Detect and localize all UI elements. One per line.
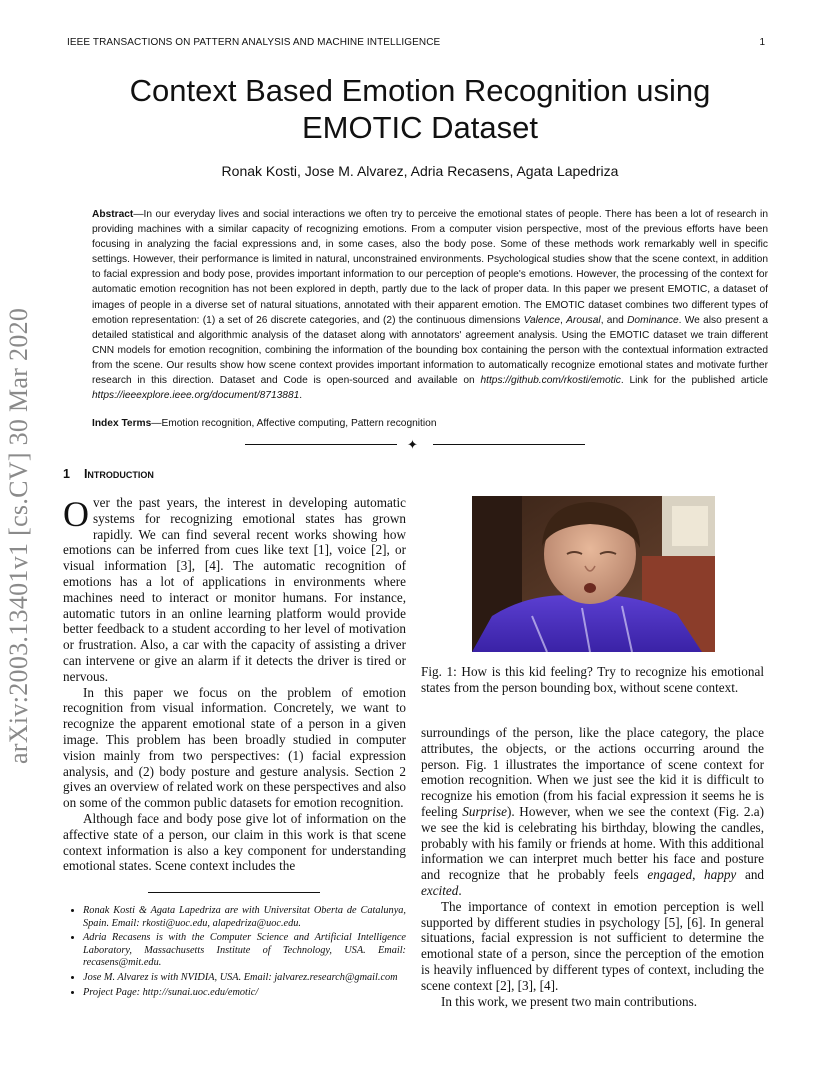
abstract-sep: ,	[560, 314, 567, 326]
paper-title: Context Based Emotion Recognition using EMOTIC Dataset	[129, 73, 711, 145]
footnote-item: • Project Page: http://sunai.uoc.edu/emotic/	[83, 987, 406, 1000]
paragraph-text: .	[458, 882, 462, 898]
divider-line	[433, 444, 585, 445]
abstract-text: . We also present a detailed statistical and algorithmic analysis of the dataset along with annotators' agreement analysis. Using the EMOTIC dataset we train different CNN models for emotion recognition, combining the information of the bounding box containing the person with the contextual information extracted from the scene. Our results show how scene context provides important information to automatically recognize emotional states and motivate further research in this direction. Dataset and Code is open-sourced and available on	[92, 314, 768, 387]
paragraph-text: ,	[692, 867, 705, 883]
abstract-label: Abstract	[92, 209, 134, 220]
abstract	[92, 207, 768, 403]
paragraph: In this work, we present two main contributions.	[441, 993, 698, 1009]
paragraph-text: and	[736, 867, 765, 883]
arxiv-stamp: arXiv:2003.13401v1 [cs.CV] 30 Mar 2020	[4, 307, 33, 764]
index-terms-text: —Emotion recognition, Affective computing, Pattern recognition	[151, 418, 437, 429]
footnote-item: • Ronak Kosti & Agata Lapedriza are with Universitat Oberta de Catalunya, Spain. Email: rkosti@uoc.edu, alapedriza@uoc.edu.	[83, 905, 406, 930]
footnotes	[63, 905, 406, 1001]
author-list: Ronak Kosti, Jose M. Alvarez, Adria Recasens, Agata Lapedriza	[221, 163, 619, 179]
running-head: IEEE TRANSACTIONS ON PATTERN ANALYSIS AND MACHINE INTELLIGENCE	[67, 37, 441, 48]
paragraph	[421, 725, 764, 899]
section-title: Introduction	[83, 467, 154, 481]
github-link[interactable]: https://github.com/rkosti/emotic	[480, 375, 621, 387]
emotion-term-excited: excited	[421, 882, 459, 898]
emotion-term-surprise: Surprise	[462, 803, 507, 819]
section-number: 1	[63, 467, 70, 481]
section-divider	[245, 437, 585, 453]
paragraph: Although face and body pose give lot of information on the affective state of a person, our claim in this work is that scene context information is also a key component for understanding emotional states. Scene context includes the	[63, 810, 406, 874]
page-number: 1	[759, 37, 765, 48]
abstract-text: .	[299, 390, 303, 402]
figure-photo	[472, 496, 715, 652]
drop-cap: O	[63, 494, 89, 534]
figure-caption: Fig. 1: How is this kid feeling? Try to recognize his emotional states from the person bounding box, without scene context.	[421, 664, 764, 695]
abstract-term-dominance: Dominance	[627, 314, 679, 326]
paragraph	[63, 495, 406, 685]
footnote-rule	[148, 892, 320, 893]
right-column	[421, 725, 764, 1009]
ieee-link[interactable]: https://ieeexplore.ieee.org/document/8713881	[92, 390, 300, 402]
paragraph-text: ). However, when we see the context (Fig. 2.a) we see the kid is celebrating his birthday, blowing the candles, probably with his family or friends at home. With this additional information we can interpret much better his face and posture and recognize that he probably feels	[421, 803, 764, 883]
left-column	[63, 495, 406, 874]
section-heading	[63, 467, 154, 481]
abstract-term-arousal: Arousal	[566, 314, 601, 326]
divider-line	[245, 444, 397, 445]
index-terms	[92, 418, 768, 429]
paragraph-text: ver the past years, the interest in developing automatic systems for recognizing emotional states has grown rapidly. We can find several recent works showing how emotions can be inferred from cues like text [1], voice [2], or visual information [3], [4]. The automatic recognition of emotions has a lot of applications in environments where machines need to interact or monitor humans. For instance, automatic tutors in an online learning platform would provide better feedback to a student according to her level of motivation or frustration. Also, a car with the capacity of assisting a driver can intervene or give an alarm if it detects the driver is tired or nervous.	[63, 495, 406, 684]
footnote-item: • Jose M. Alvarez is with NVIDIA, USA. Email: jalvarez.research@gmail.com	[83, 972, 406, 985]
paragraph-text: surroundings of the person, like the place category, the place attributes, the objects, or the actions occurring around the person. Fig. 1 illustrates the importance of scene context for emotion recognition. When we just see the kid it is difficult to recognize his emotion (from his facial expression it seems he is feeling	[421, 725, 764, 819]
paragraph: The importance of context in emotion perception is well supported by different studies in psychology [5], [6]. In general situations, facial expression is not sufficient to determine the emotional state of a person, since the perception of the emotion is heavily influenced by different types of context, including the scene context [2], [3], [4].	[421, 898, 764, 993]
index-terms-label: Index Terms	[92, 418, 152, 429]
abstract-term-valence: Valence	[523, 314, 561, 326]
diamond-icon: ✦	[407, 437, 418, 452]
kid-photo-image	[472, 496, 715, 652]
emotion-term-happy: happy	[704, 867, 737, 883]
paragraph: In this paper we focus on the problem of emotion recognition from visual information. Concretely, we want to recognize the apparent emotional state of a person in a given image. This problem has been broadly studied in computer vision mainly from two perspectives: (1) facial expression analysis, and (2) body posture and gesture analysis. Section 2 gives an overview of related work on these perspectives and also on some of the common public datasets for emotion recognition.	[63, 684, 406, 811]
emotion-term-engaged: engaged	[647, 867, 693, 883]
abstract-text: —In our everyday lives and social interactions we often try to perceive the emotional states of people. There has been a lot of research in providing machines with a similar capacity of recognizing emotions. From a computer vision perspective, most of the previous efforts have been focusing in analyzing the facial expressions and, in some cases, also the body pose. Some of these methods work remarkably well in specific settings. However, their performance is limited in natural, unconstrained environments. Psychological studies show that the scene context, in addition to facial expression and body pose, provides important information to our perception of people's emotions. However, the processing of the context for automatic emotion recognition has not been explored in depth, partly due to the lack of proper data. In this paper we present EMOTIC, a dataset of images of people in a diverse set of natural situations, annotated with their apparent emotion. The EMOTIC dataset combines two different types of emotion representation: (1) a set of 26 discrete categories, and (2) the continuous dimensions	[92, 209, 768, 326]
footnote-item: • Adria Recasens is with the Computer Science and Artificial Intelligence Laboratory, Massachusetts Institute of Technology, USA. Email: recasens@mit.edu.	[83, 932, 406, 970]
abstract-sep: , and	[600, 314, 628, 326]
abstract-text: . Link for the published article	[620, 375, 768, 387]
